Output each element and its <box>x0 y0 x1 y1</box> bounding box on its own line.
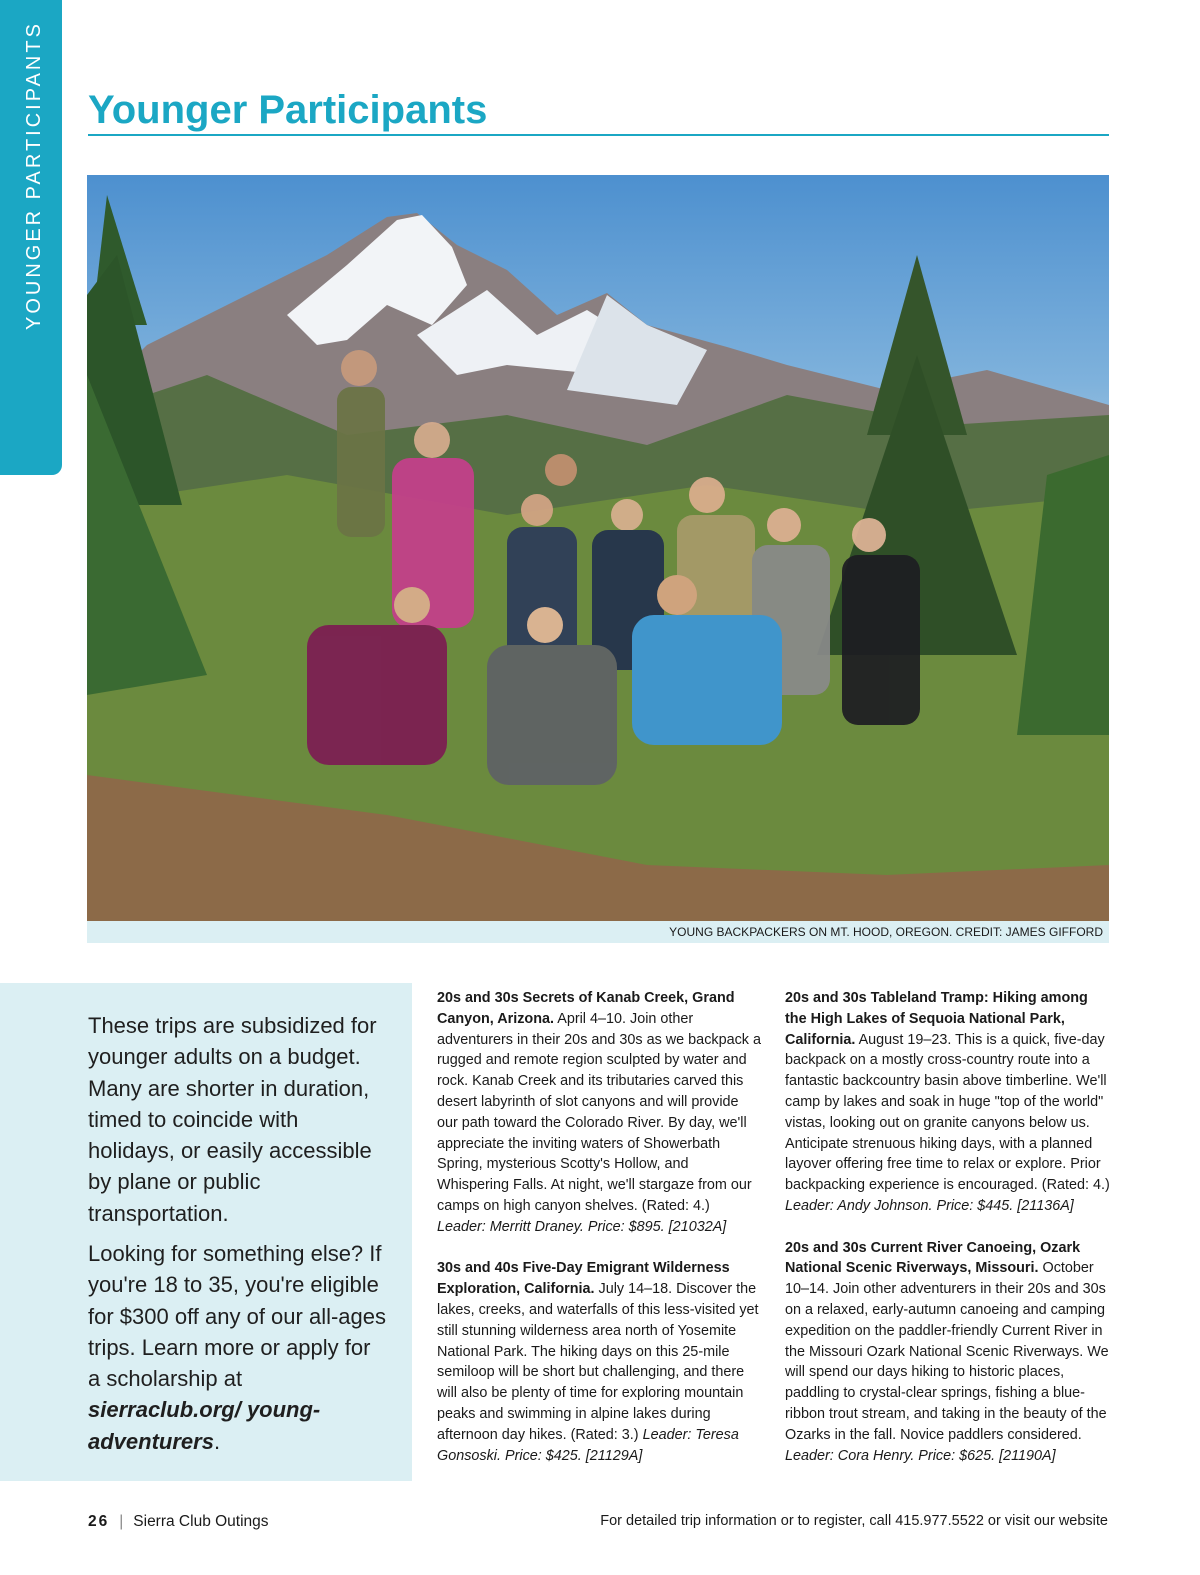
mountain-scene-illustration <box>87 175 1109 921</box>
trip-listing <box>437 1258 762 1466</box>
page-title: Younger Participants <box>88 88 488 132</box>
young-adventurers-link[interactable]: sierraclub.org/ young-adventurers <box>88 1397 321 1454</box>
photo-caption: YOUNG BACKPACKERS ON MT. HOOD, OREGON. CREDIT: JAMES GIFFORD <box>669 925 1103 939</box>
title-divider <box>88 134 1109 136</box>
trip-column-right <box>785 988 1110 1487</box>
trip-listing <box>437 988 762 1238</box>
trip-leader-price: Leader: Merritt Draney. Price: $895. [21032A] <box>437 1218 727 1235</box>
section-tab-label: YOUNGER PARTICIPANTS <box>23 21 45 330</box>
trip-description: April 4–10. Join other adventurers in their 20s and 30s as we backpack a rugged and remote region sculpted by water and rock. Kanab Creek and its tributaries carved this desert labyrinth of slot canyons and will provide our path toward the Colorado River. By day, we'll appreciate the inviting waters of Showerbath Spring, mysterious Scotty's Hollow, and Whispering Falls. At night, we'll stargaze from our camps on high canyon shelves. (Rated: 4.) <box>437 1010 761 1214</box>
trip-leader-price: Leader: Teresa Gonsoski. Price: $425. [21129A] <box>437 1426 739 1464</box>
trip-leader-price: Leader: Andy Johnson. Price: $445. [21136A] <box>785 1197 1074 1214</box>
footer-separator: | <box>119 1513 124 1530</box>
trip-description: August 19–23. This is a quick, five-day backpack on a mostly cross-country route into a fantastic backcountry basin above timberline. We'll camp by lakes and soak in huge "top of the world" vistas, looking out on granite canyons below us. Anticipate strenuous hiking days, with a planned layover offering free time to relax or explore. Prior backpacking experience is encouraged. (Rated: 4.) <box>785 1031 1110 1194</box>
trip-title: 20s and 30s Current River Canoeing, Ozark National Scenic Riverways, Missouri. <box>785 1239 1081 1277</box>
section-tab <box>0 0 62 475</box>
intro-paragraph-offer <box>88 1238 388 1457</box>
intro-paragraph: These trips are subsidized for younger adults on a budget. Many are shorter in duration, timed to coincide with holidays, or easily accessible by plane or public transportation. <box>88 1013 377 1226</box>
trip-title: 20s and 30s Secrets of Kanab Creek, Grand Canyon, Arizona. <box>437 990 735 1027</box>
trip-title: 20s and 30s Tableland Tramp: Hiking among the High Lakes of Sequoia National Park, California. <box>785 990 1088 1048</box>
trip-description: October 10–14. Join other adventurers in their 20s and 30s on a relaxed, early-autumn canoeing and camping expedition on the paddler-friendly Current River in the Missouri Ozark National Scenic Riverways. We will spend our days hiking to historic places, paddling to crystal-clear springs, fishing a blue-ribbon trout stream, and taking in the beauty of the Ozarks in the fall. Novice paddlers considered. <box>785 1260 1109 1443</box>
page-number: 26 <box>88 1513 110 1530</box>
trip-listing <box>785 988 1110 1217</box>
photo-caption-bar <box>87 921 1109 943</box>
trip-title: 30s and 40s Five-Day Emigrant Wilderness Exploration, California. <box>437 1260 730 1298</box>
trip-description: July 14–18. Discover the lakes, creeks, and waterfalls of this less-visited yet still stunning wilderness area north of Yosemite National Park. The hiking days on this 25-mile semiloop will be short but challenging, and there will also be plenty of time for exploring mountain peaks and swimming in alpine lakes during afternoon day hikes. (Rated: 3.) <box>437 1281 759 1443</box>
footer-folio <box>88 1513 269 1531</box>
intro-offer-text: Looking for something else? If you're 18 to 35, you're eligible for $300 off any of our all-ages trips. Learn more or apply for a scholarship at <box>88 1241 387 1392</box>
group-photo <box>87 175 1109 921</box>
footer-contact: For detailed trip information or to register, call 415.977.5522 or visit our website <box>600 1513 1108 1529</box>
trip-column-left <box>437 988 762 1487</box>
trip-listing <box>785 1238 1110 1467</box>
publication-name: Sierra Club Outings <box>133 1513 269 1530</box>
trip-leader-price: Leader: Cora Henry. Price: $625. [21190A] <box>785 1447 1056 1464</box>
intro-offer-end: . <box>213 1428 221 1454</box>
